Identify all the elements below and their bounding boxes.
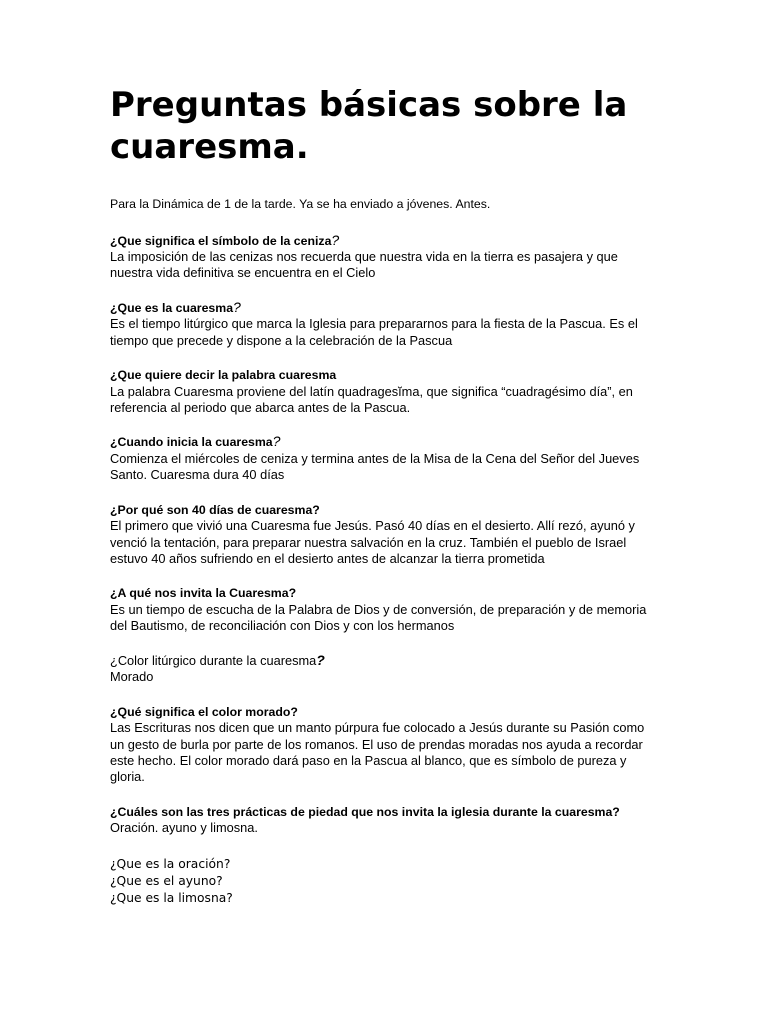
final-question: ¿Que es la limosna? bbox=[110, 890, 233, 905]
final-questions bbox=[110, 856, 655, 907]
question-text: ¿Por qué son 40 días de cuaresma? bbox=[110, 502, 320, 517]
qa-block bbox=[110, 299, 655, 349]
page-title: Preguntas básicas sobre la cuaresma. bbox=[110, 85, 628, 167]
answer: Es el tiempo litúrgico que marca la Iglesia para prepararnos para la fiesta de la Pascua. Es el tiempo que precede y dispone a la celebración de la Pascua bbox=[110, 316, 638, 348]
question bbox=[110, 232, 655, 250]
question-mark: ? bbox=[272, 433, 281, 450]
qa-block bbox=[110, 232, 655, 282]
final-question: ¿Que es la oración? bbox=[110, 856, 231, 871]
question-text: ¿Cuáles son las tres prácticas de piedad que nos invita la iglesia durante la cuaresma? bbox=[110, 804, 620, 819]
question-mark: ? bbox=[331, 231, 340, 248]
answer: Oración. ayuno y limosna. bbox=[110, 820, 258, 836]
qa-block bbox=[110, 584, 655, 634]
question-text: ¿Que quiere decir la palabra cuaresma bbox=[110, 368, 337, 383]
question-text: ¿Que es la cuaresma bbox=[110, 300, 234, 315]
answer: Es un tiempo de escucha de la Palabra de Dios y de conversión, de preparación y de memoria del Bautismo, de reconciliación con Dios y con los hermanos bbox=[110, 601, 647, 634]
question bbox=[110, 652, 655, 670]
answer: La palabra Cuaresma proviene del latín quadragesĭma, que significa “cuadragésimo día”, en referencia al periodo que abarca antes de la Pascua. bbox=[110, 383, 633, 416]
question bbox=[110, 366, 655, 384]
question bbox=[110, 299, 655, 317]
question-mark: ? bbox=[233, 298, 241, 315]
answer: Comienza el miércoles de ceniza y termina antes de la Misa de la Cena del Señor del Jueves Santo. Cuaresma dura 40 días bbox=[110, 450, 640, 483]
final-question: ¿Que es el ayuno? bbox=[110, 873, 223, 888]
qa-block bbox=[110, 433, 655, 483]
answer: La imposición de las cenizas nos recuerda que nuestra vida en la tierra es pasajera y que nuestra vida definitiva se encuentra en el Cielo bbox=[110, 249, 618, 281]
intro-paragraph: Para la Dinámica de 1 de la tarde. Ya se ha enviado a jóvenes. Antes. bbox=[110, 197, 491, 211]
answer: El primero que vivió una Cuaresma fue Jesús. Pasó 40 días en el desierto. Allí rezó, ayunó y venció la tentación, para preparar nuestra salvación en la cruz. También el pueblo de Israel estuvo 40 años sufriendo en el desierto antes de alcanzar la tierra prometida bbox=[110, 518, 635, 567]
qa-block bbox=[110, 652, 655, 686]
question-text: ¿Color litúrgico durante la cuaresma bbox=[110, 652, 317, 668]
question-text: ¿Cuando inicia la cuaresma bbox=[110, 435, 273, 450]
qa-block bbox=[110, 703, 655, 786]
qa-block bbox=[110, 366, 655, 416]
question-text: ¿Que significa el símbolo de la ceniza bbox=[110, 233, 332, 248]
question-mark: ? bbox=[316, 651, 325, 668]
question-text: ¿Qué significa el color morado? bbox=[110, 704, 298, 719]
question bbox=[110, 501, 655, 519]
document-page bbox=[110, 84, 655, 907]
qa-block bbox=[110, 501, 655, 568]
question bbox=[110, 433, 655, 451]
question bbox=[110, 584, 655, 602]
answer: Las Escrituras nos dicen que un manto púrpura fue colocado a Jesús durante su Pasión como un gesto de burla por parte de los romanos. El uso de prendas moradas nos ayuda a recordar este hecho. El color morado dará paso en la Pascua al blanco, que es símbolo de pureza y gloria. bbox=[110, 720, 645, 785]
answer: Morado bbox=[110, 669, 154, 685]
question bbox=[110, 803, 655, 821]
question-text: ¿A qué nos invita la Cuaresma? bbox=[110, 586, 297, 601]
question bbox=[110, 703, 655, 721]
qa-block bbox=[110, 803, 655, 837]
